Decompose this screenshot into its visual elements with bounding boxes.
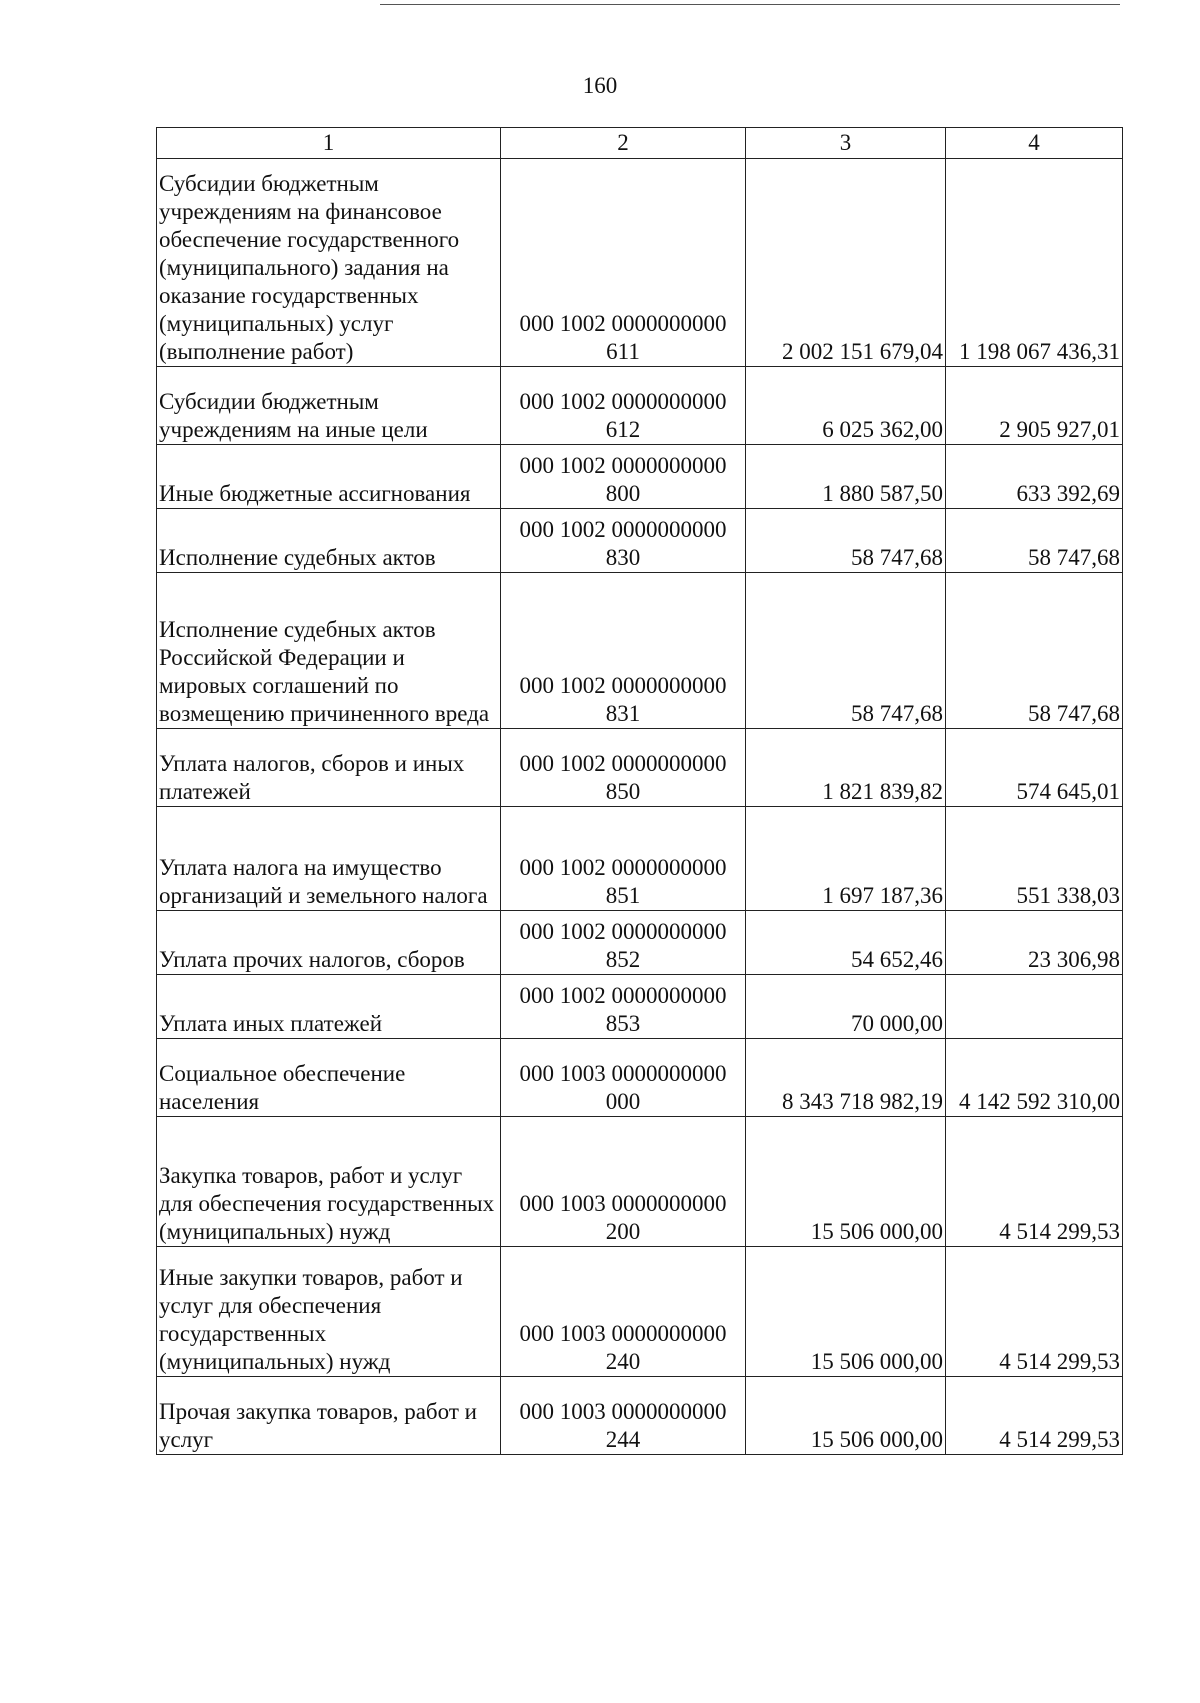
column-header-4: 4 xyxy=(946,128,1123,159)
table-row xyxy=(157,729,1123,807)
row-name-cell: Уплата иных платежей xyxy=(157,975,501,1039)
row-code-cell: 000 1003 0000000000 244 xyxy=(501,1377,746,1455)
row-code-cell: 000 1003 0000000000 000 xyxy=(501,1039,746,1117)
row-name-cell: Исполнение судебных актов xyxy=(157,509,501,573)
row-amount-col4-cell: 574 645,01 xyxy=(946,729,1123,807)
row-amount-col4-cell: 2 905 927,01 xyxy=(946,367,1123,445)
column-header-2: 2 xyxy=(501,128,746,159)
table-row xyxy=(157,1377,1123,1455)
row-name-cell: Прочая закупка товаров, работ и услуг xyxy=(157,1377,501,1455)
row-amount-col4-cell: 23 306,98 xyxy=(946,911,1123,975)
row-amount-col3-cell: 6 025 362,00 xyxy=(746,367,946,445)
row-name-cell: Социальное обеспечение населения xyxy=(157,1039,501,1117)
row-amount-col4-cell: 58 747,68 xyxy=(946,509,1123,573)
table-row xyxy=(157,975,1123,1039)
budget-table xyxy=(156,127,1123,1455)
scan-border-line xyxy=(380,4,1120,5)
row-amount-col3-cell: 1 821 839,82 xyxy=(746,729,946,807)
row-amount-col3-cell: 58 747,68 xyxy=(746,509,946,573)
row-amount-col3-cell: 54 652,46 xyxy=(746,911,946,975)
row-code-cell: 000 1002 0000000000 612 xyxy=(501,367,746,445)
row-name-cell: Субсидии бюджетным учреждениям на финансовое обеспечение государственного (муниципального) задания на оказание государственных (муниципальных) услуг (выполнение работ) xyxy=(157,159,501,367)
table-row xyxy=(157,509,1123,573)
row-amount-col3-cell: 15 506 000,00 xyxy=(746,1117,946,1247)
row-amount-col3-cell: 15 506 000,00 xyxy=(746,1247,946,1377)
row-code-cell: 000 1002 0000000000 830 xyxy=(501,509,746,573)
row-code-cell: 000 1002 0000000000 851 xyxy=(501,807,746,911)
table-row xyxy=(157,1117,1123,1247)
row-amount-col4-cell xyxy=(946,975,1123,1039)
table-row xyxy=(157,1247,1123,1377)
column-header-1: 1 xyxy=(157,128,501,159)
row-amount-col3-cell: 58 747,68 xyxy=(746,573,946,729)
row-code-cell: 000 1003 0000000000 240 xyxy=(501,1247,746,1377)
row-code-cell: 000 1002 0000000000 611 xyxy=(501,159,746,367)
table-row xyxy=(157,573,1123,729)
row-name-cell: Иные закупки товаров, работ и услуг для обеспечения государственных (муниципальных) нужд xyxy=(157,1247,501,1377)
table-row xyxy=(157,159,1123,367)
row-amount-col4-cell: 4 142 592 310,00 xyxy=(946,1039,1123,1117)
row-name-cell: Субсидии бюджетным учреждениям на иные цели xyxy=(157,367,501,445)
row-amount-col3-cell: 2 002 151 679,04 xyxy=(746,159,946,367)
table-row xyxy=(157,807,1123,911)
table-row xyxy=(157,445,1123,509)
row-name-cell: Иные бюджетные ассигнования xyxy=(157,445,501,509)
table-header-row xyxy=(157,128,1123,159)
row-code-cell: 000 1003 0000000000 200 xyxy=(501,1117,746,1247)
row-amount-col4-cell: 1 198 067 436,31 xyxy=(946,159,1123,367)
column-header-3: 3 xyxy=(746,128,946,159)
row-amount-col4-cell: 633 392,69 xyxy=(946,445,1123,509)
row-amount-col3-cell: 70 000,00 xyxy=(746,975,946,1039)
row-amount-col3-cell: 1 880 587,50 xyxy=(746,445,946,509)
row-code-cell: 000 1002 0000000000 853 xyxy=(501,975,746,1039)
row-code-cell: 000 1002 0000000000 850 xyxy=(501,729,746,807)
row-name-cell: Уплата налогов, сборов и иных платежей xyxy=(157,729,501,807)
row-amount-col4-cell: 551 338,03 xyxy=(946,807,1123,911)
row-amount-col3-cell: 15 506 000,00 xyxy=(746,1377,946,1455)
table-row xyxy=(157,1039,1123,1117)
row-amount-col4-cell: 4 514 299,53 xyxy=(946,1247,1123,1377)
row-amount-col3-cell: 8 343 718 982,19 xyxy=(746,1039,946,1117)
row-name-cell: Закупка товаров, работ и услуг для обеспечения государственных (муниципальных) нужд xyxy=(157,1117,501,1247)
row-amount-col4-cell: 4 514 299,53 xyxy=(946,1117,1123,1247)
row-amount-col4-cell: 58 747,68 xyxy=(946,573,1123,729)
page-number: 160 xyxy=(582,73,618,98)
row-name-cell: Уплата налога на имущество организаций и земельного налога xyxy=(157,807,501,911)
row-name-cell: Исполнение судебных актов Российской Федерации и мировых соглашений по возмещению причиненного вреда xyxy=(157,573,501,729)
row-amount-col4-cell: 4 514 299,53 xyxy=(946,1377,1123,1455)
row-code-cell: 000 1002 0000000000 800 xyxy=(501,445,746,509)
table-row xyxy=(157,367,1123,445)
table-row xyxy=(157,911,1123,975)
row-code-cell: 000 1002 0000000000 852 xyxy=(501,911,746,975)
row-code-cell: 000 1002 0000000000 831 xyxy=(501,573,746,729)
row-amount-col3-cell: 1 697 187,36 xyxy=(746,807,946,911)
row-name-cell: Уплата прочих налогов, сборов xyxy=(157,911,501,975)
